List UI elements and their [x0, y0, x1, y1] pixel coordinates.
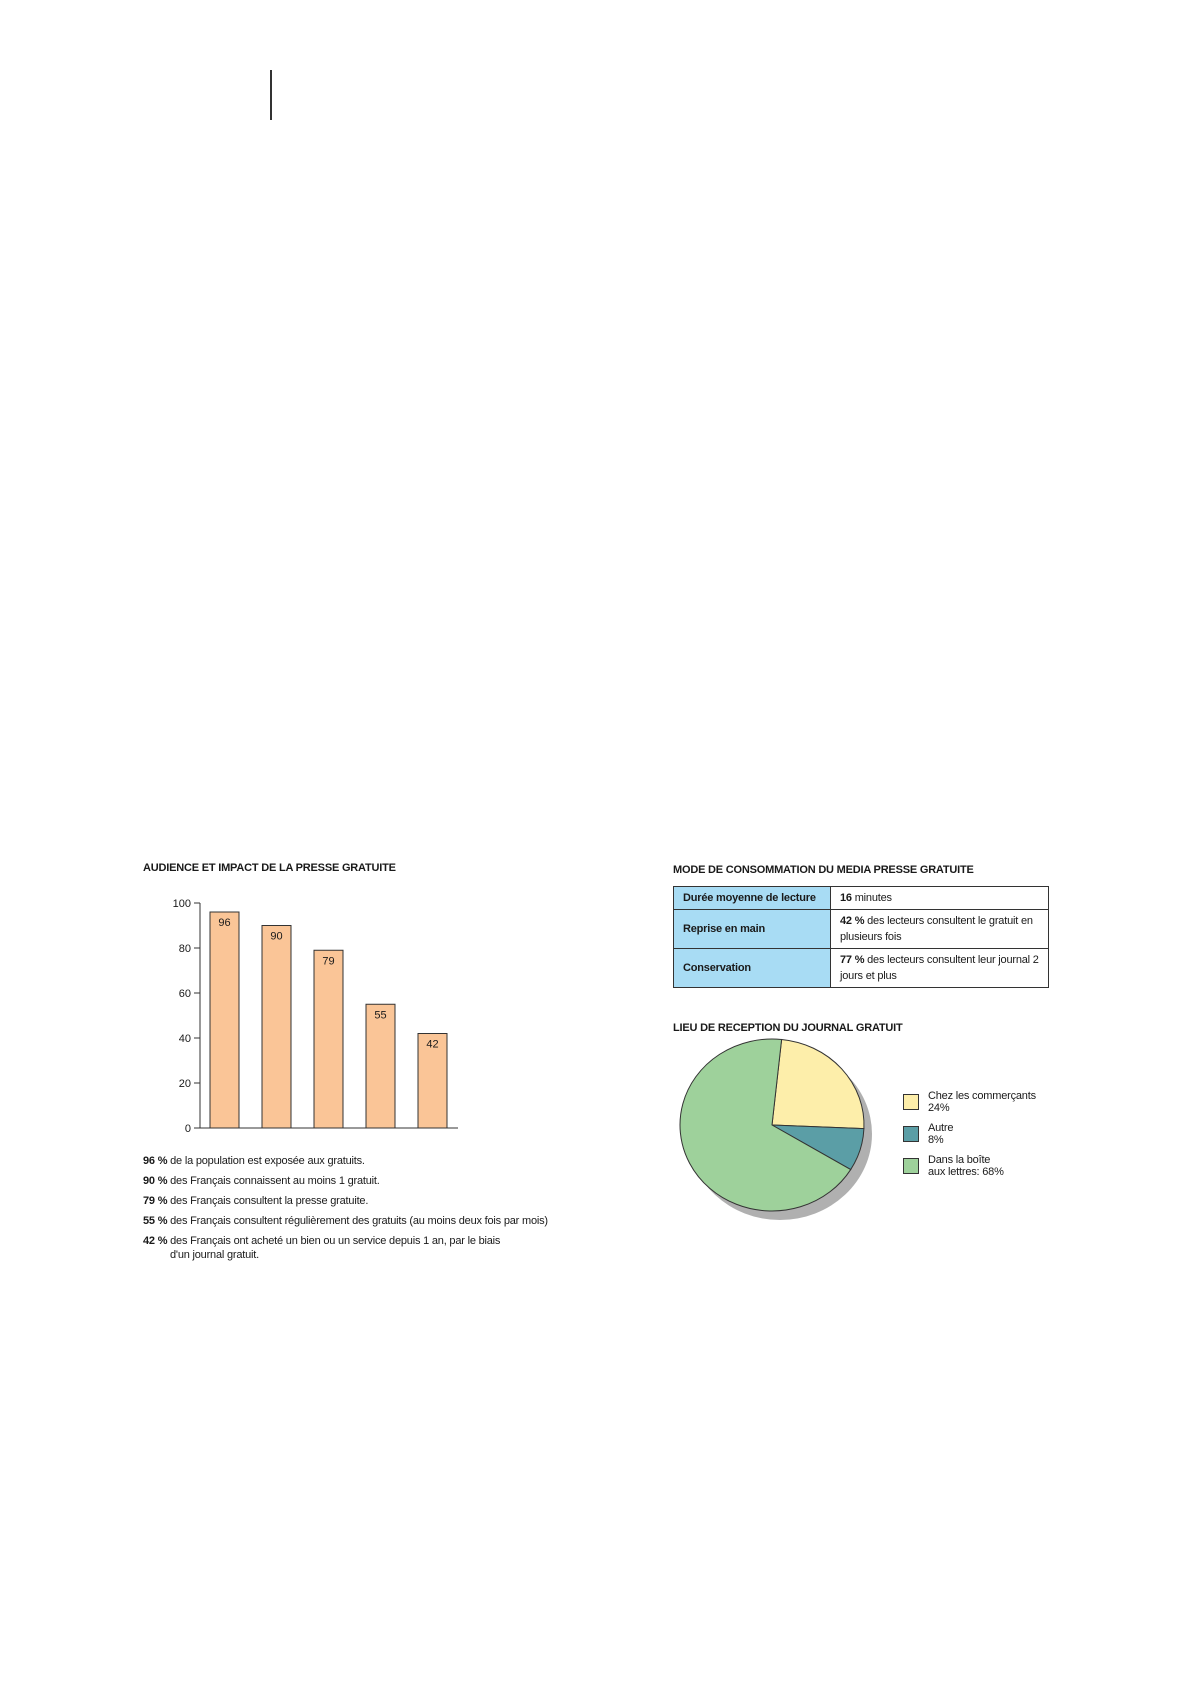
pie-chart-title: LIEU DE RECEPTION DU JOURNAL GRATUIT — [673, 1022, 903, 1034]
note-item — [143, 1171, 548, 1191]
table-row-header: Conservation — [674, 949, 831, 988]
value-bold: 42 % — [840, 915, 865, 927]
bar-chart-title: AUDIENCE ET IMPACT DE LA PRESSE GRATUITE — [143, 862, 396, 874]
bar-value-label: 42 — [426, 1038, 439, 1051]
note-pct: 55 % — [143, 1215, 168, 1227]
y-tick-label: 20 — [178, 1078, 191, 1090]
table-row-value — [831, 887, 1049, 910]
pie-legend — [903, 1090, 1036, 1186]
bar-value-label: 55 — [374, 1009, 387, 1022]
legend-label: Chez les commerçants — [928, 1090, 1036, 1102]
legend-value: 24% — [928, 1102, 950, 1114]
bar — [262, 926, 291, 1129]
note-text: de la population est exposée aux gratuits. — [170, 1155, 365, 1167]
table-row-value — [831, 910, 1049, 949]
value-bold: 16 — [840, 892, 852, 904]
reception-pie-chart — [660, 1030, 880, 1230]
legend-swatch — [903, 1094, 919, 1110]
note-text: des Français consultent régulièrement des gratuits (au moins deux fois par mois) — [170, 1215, 548, 1227]
note-item — [143, 1211, 548, 1231]
y-tick-label: 60 — [178, 988, 191, 1000]
value-text: minutes — [851, 892, 892, 904]
y-tick-label: 0 — [184, 1123, 191, 1135]
consumption-table — [673, 886, 1049, 988]
bar-value-label: 96 — [218, 917, 231, 929]
note-pct: 42 % — [143, 1235, 168, 1247]
bar — [314, 950, 343, 1128]
pie-slice — [772, 1039, 864, 1128]
table-row — [674, 910, 1049, 949]
note-pct: 90 % — [143, 1175, 168, 1187]
bar-value-label: 79 — [322, 955, 335, 968]
table-row-value — [831, 949, 1049, 988]
legend-label: Autre — [928, 1122, 954, 1134]
y-tick-label: 40 — [178, 1033, 191, 1045]
legend-value: aux lettres: 68% — [928, 1166, 1004, 1178]
table-row — [674, 887, 1049, 910]
note-text: des Français ont acheté un bien ou un service depuis 1 an, par le biais — [170, 1235, 501, 1247]
audience-bar-chart — [150, 885, 470, 1145]
note-text: des Français connaissent au moins 1 gratuit. — [170, 1175, 380, 1187]
value-bold: 77 % — [840, 954, 865, 966]
bar — [210, 912, 239, 1128]
y-tick-label: 100 — [172, 898, 191, 910]
note-item — [143, 1191, 548, 1211]
note-pct: 79 % — [143, 1195, 168, 1207]
note-continuation: d'un journal gratuit. — [170, 1249, 260, 1261]
note-pct: 96 % — [143, 1155, 168, 1167]
legend-item-autre — [903, 1122, 1036, 1146]
table-row-header: Durée moyenne de lecture — [674, 887, 831, 910]
audience-notes — [143, 1151, 548, 1262]
note-item — [143, 1231, 548, 1262]
note-text: des Français consultent la presse gratuite. — [170, 1195, 369, 1207]
legend-item-boite — [903, 1154, 1036, 1178]
legend-value: 8% — [928, 1134, 944, 1146]
legend-label: Dans la boîte — [928, 1154, 991, 1166]
table-title: MODE DE CONSOMMATION DU MEDIA PRESSE GRATUITE — [673, 864, 974, 876]
legend-item-commercants — [903, 1090, 1036, 1114]
legend-swatch — [903, 1158, 919, 1174]
bar — [366, 1004, 395, 1128]
y-tick-label: 80 — [178, 943, 191, 955]
value-text: des lecteurs consultent leur journal 2 jours et plus — [840, 954, 1039, 982]
table-row — [674, 949, 1049, 988]
note-item — [143, 1151, 548, 1171]
margin-rule — [270, 70, 272, 120]
value-text: des lecteurs consultent le gratuit en plusieurs fois — [840, 915, 1033, 943]
table-row-header: Reprise en main — [674, 910, 831, 949]
bar-value-label: 90 — [270, 930, 283, 943]
legend-swatch — [903, 1126, 919, 1142]
